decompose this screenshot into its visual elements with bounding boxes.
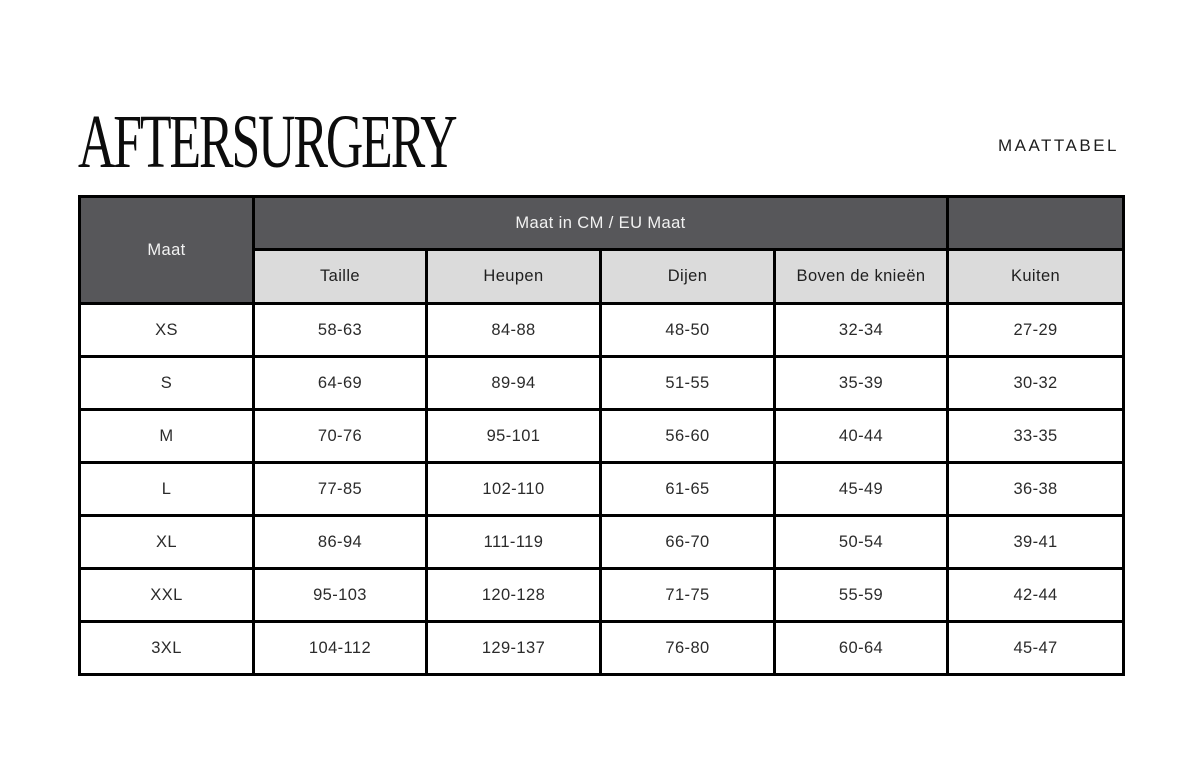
value-cell: 30-32 [948, 357, 1124, 410]
value-cell: 76-80 [601, 622, 775, 675]
value-cell: 77-85 [254, 463, 427, 516]
table-row-m [80, 410, 1124, 463]
value-cell: 86-94 [254, 516, 427, 569]
size-cell: S [80, 357, 254, 410]
value-cell: 45-47 [948, 622, 1124, 675]
size-cell: 3XL [80, 622, 254, 675]
column-header-heupen: Heupen [427, 250, 601, 304]
value-cell: 55-59 [775, 569, 948, 622]
value-cell: 58-63 [254, 304, 427, 357]
value-cell: 71-75 [601, 569, 775, 622]
table-row-xxl [80, 569, 1124, 622]
value-cell: 104-112 [254, 622, 427, 675]
column-header-dijen: Dijen [601, 250, 775, 304]
value-cell: 66-70 [601, 516, 775, 569]
group-header-spacer [948, 197, 1124, 250]
corner-header-maat: Maat [80, 197, 254, 304]
brand-logo: AFTERSURGERY [78, 100, 456, 184]
group-header-row [80, 197, 1124, 250]
value-cell: 35-39 [775, 357, 948, 410]
value-cell: 42-44 [948, 569, 1124, 622]
value-cell: 33-35 [948, 410, 1124, 463]
value-cell: 70-76 [254, 410, 427, 463]
value-cell: 95-103 [254, 569, 427, 622]
value-cell: 89-94 [427, 357, 601, 410]
table-row-xs [80, 304, 1124, 357]
value-cell: 84-88 [427, 304, 601, 357]
group-header: Maat in CM / EU Maat [254, 197, 948, 250]
value-cell: 40-44 [775, 410, 948, 463]
size-cell: M [80, 410, 254, 463]
size-chart-table [78, 195, 1125, 676]
value-cell: 64-69 [254, 357, 427, 410]
value-cell: 129-137 [427, 622, 601, 675]
value-cell: 45-49 [775, 463, 948, 516]
value-cell: 48-50 [601, 304, 775, 357]
size-cell: XL [80, 516, 254, 569]
table-row-l [80, 463, 1124, 516]
size-cell: XS [80, 304, 254, 357]
value-cell: 27-29 [948, 304, 1124, 357]
value-cell: 32-34 [775, 304, 948, 357]
size-cell: XXL [80, 569, 254, 622]
value-cell: 50-54 [775, 516, 948, 569]
value-cell: 56-60 [601, 410, 775, 463]
table-row-xl [80, 516, 1124, 569]
value-cell: 51-55 [601, 357, 775, 410]
column-header-boven-de-knieen: Boven de knieën [775, 250, 948, 304]
value-cell: 36-38 [948, 463, 1124, 516]
page-title: MAATTABEL [997, 136, 1119, 155]
size-cell: L [80, 463, 254, 516]
value-cell: 120-128 [427, 569, 601, 622]
value-cell: 95-101 [427, 410, 601, 463]
value-cell: 102-110 [427, 463, 601, 516]
column-header-kuiten: Kuiten [948, 250, 1124, 304]
value-cell: 111-119 [427, 516, 601, 569]
column-header-taille: Taille [254, 250, 427, 304]
value-cell: 60-64 [775, 622, 948, 675]
value-cell: 39-41 [948, 516, 1124, 569]
value-cell: 61-65 [601, 463, 775, 516]
table-row-s [80, 357, 1124, 410]
table-row-3xl [80, 622, 1124, 675]
